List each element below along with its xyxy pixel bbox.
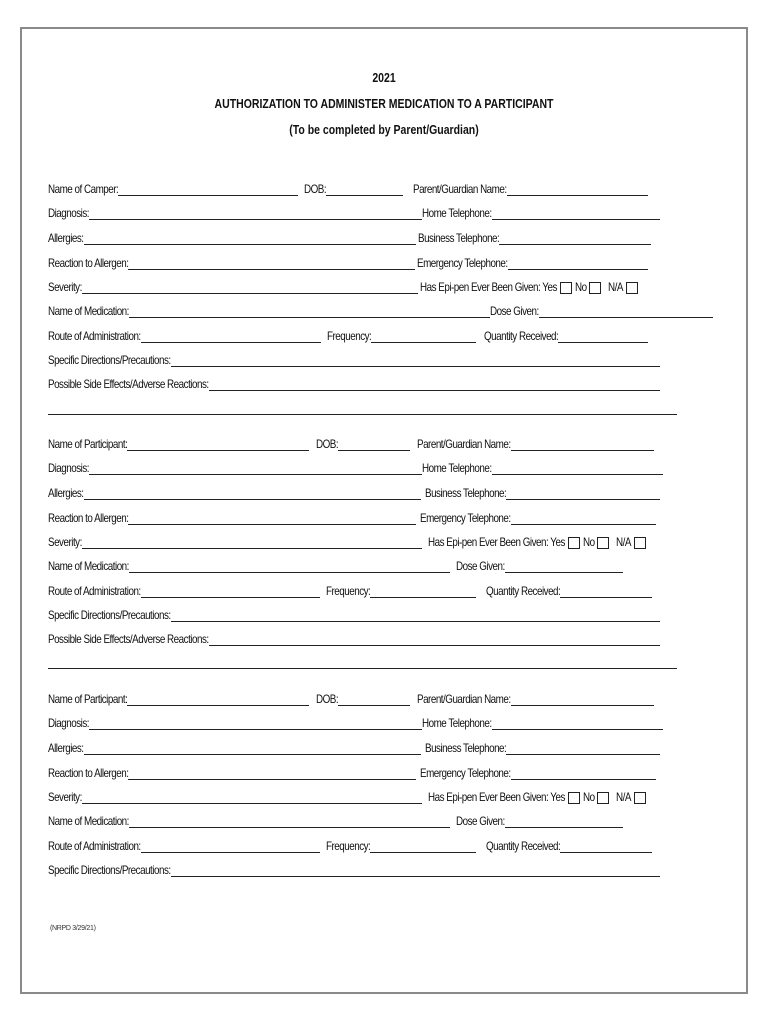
form-row [48,329,648,343]
dose-label: Dose Given: [489,304,539,318]
diagnosis-label: Diagnosis: [48,206,90,220]
epipen-no-checkbox[interactable] [597,537,609,549]
epipen-yes-checkbox[interactable] [560,282,572,294]
emergency-phone-label: Emergency Telephone: [417,256,509,270]
form-row [48,608,660,622]
frequency-label: Frequency: [326,329,371,343]
route-label: Route of Administration: [48,584,141,598]
medication-label: Name of Medication: [48,559,129,573]
form-row [48,766,656,780]
form-row [48,280,641,294]
no-label: No [582,790,595,804]
medication-field[interactable] [129,817,450,828]
parent-name-label: Parent/Guardian Name: [417,692,512,706]
form-row [48,584,652,598]
frequency-field[interactable] [370,842,476,853]
emergency-phone-label: Emergency Telephone: [420,766,512,780]
dob-label: DOB: [304,182,327,196]
frequency-label: Frequency: [325,584,370,598]
allergies-label: Allergies: [48,231,84,245]
severity-field[interactable] [82,538,422,549]
form-row [48,839,652,853]
dose-field[interactable] [505,817,623,828]
diagnosis-field[interactable] [89,209,422,220]
quantity-label: Quantity Received: [486,839,561,853]
dose-label: Dose Given: [455,814,505,828]
form-subtitle: (To be completed by Parent/Guardian) [289,123,479,137]
dose-field[interactable] [505,562,623,573]
epipen-no-checkbox[interactable] [597,792,609,804]
directions-label: Specific Directions/Precautions: [48,353,171,367]
form-row [48,256,648,270]
participant-name-field[interactable] [127,440,309,451]
epipen-label: Has Epi-pen Ever Been Given: Yes [427,790,565,804]
allergies-label: Allergies: [48,741,84,755]
directions-field[interactable] [171,611,660,622]
form-row [48,304,713,318]
form-header [22,65,746,143]
diagnosis-field[interactable] [89,719,422,730]
emergency-phone-label: Emergency Telephone: [420,511,512,525]
parent-name-field[interactable] [507,185,648,196]
side-effects-field[interactable] [209,380,660,391]
medication-label: Name of Medication: [48,814,129,828]
home-phone-label: Home Telephone: [422,716,492,730]
form-row [48,535,649,549]
parent-name-field[interactable] [511,695,654,706]
epipen-na-checkbox[interactable] [634,792,646,804]
epipen-label: Has Epi-pen Ever Been Given: Yes [427,535,565,549]
quantity-field[interactable] [560,587,652,598]
form-row [48,863,660,877]
na-label: N/A [616,790,632,804]
home-phone-field[interactable] [492,464,663,475]
dose-field[interactable] [539,307,713,318]
medication-field[interactable] [129,307,490,318]
route-label: Route of Administration: [48,329,141,343]
home-phone-label: Home Telephone: [422,206,492,220]
camper-name-field[interactable] [118,185,298,196]
reaction-field[interactable] [128,259,415,270]
home-phone-field[interactable] [492,209,660,220]
name-of-participant-label: Name of Participant: [48,692,128,706]
quantity-label: Quantity Received: [486,584,561,598]
parent-name-label: Parent/Guardian Name: [413,182,507,196]
allergies-field[interactable] [84,234,416,245]
frequency-label: Frequency: [325,839,370,853]
epipen-yes-checkbox[interactable] [568,537,580,549]
frequency-field[interactable] [370,587,476,598]
form-row [48,206,660,220]
form-year: 2021 [372,71,396,85]
allergies-field[interactable] [84,489,421,500]
epipen-na-checkbox[interactable] [626,282,638,294]
form-row [48,716,663,730]
severity-label: Severity: [48,535,82,549]
route-field[interactable] [141,332,321,343]
side-effects-label: Possible Side Effects/Adverse Reactions: [48,632,209,646]
na-label: N/A [608,280,624,294]
frequency-field[interactable] [371,332,476,343]
dose-label: Dose Given: [455,559,505,573]
allergies-field[interactable] [84,744,421,755]
reaction-field[interactable] [128,769,416,780]
route-field[interactable] [141,587,320,598]
business-phone-label: Business Telephone: [424,741,506,755]
emergency-phone-field[interactable] [511,769,656,780]
reaction-label: Reaction to Allergen: [48,766,129,780]
route-label: Route of Administration: [48,839,141,853]
form-row [48,814,623,828]
severity-label: Severity: [48,280,82,294]
epipen-no-checkbox[interactable] [589,282,601,294]
form-row [48,231,651,245]
parent-name-label: Parent/Guardian Name: [417,437,512,451]
side-effects-continuation-line[interactable] [48,414,677,415]
severity-label: Severity: [48,790,82,804]
allergies-label: Allergies: [48,486,84,500]
reaction-field[interactable] [128,514,416,525]
dob-field[interactable] [326,185,403,196]
directions-label: Specific Directions/Precautions: [48,863,171,877]
form-row [48,511,656,525]
route-field[interactable] [141,842,320,853]
form-row [48,182,648,196]
form-row [48,790,649,804]
medication-field[interactable] [129,562,450,573]
form-row [48,559,623,573]
epipen-label: Has Epi-pen Ever Been Given: Yes [419,280,557,294]
quantity-field[interactable] [560,842,652,853]
business-phone-field[interactable] [499,234,651,245]
directions-field[interactable] [171,866,660,877]
home-phone-label: Home Telephone: [422,461,492,475]
medication-label: Name of Medication: [48,304,129,318]
emergency-phone-field[interactable] [511,514,656,525]
dob-label: DOB: [316,437,339,451]
parent-name-field[interactable] [511,440,654,451]
severity-field[interactable] [82,283,418,294]
form-row [48,437,654,451]
business-phone-label: Business Telephone: [417,231,499,245]
business-phone-field[interactable] [506,489,660,500]
side-effects-field[interactable] [209,635,660,646]
quantity-field[interactable] [558,332,648,343]
form-title: AUTHORIZATION TO ADMINISTER MEDICATION TO A PARTICIPANT [214,97,554,111]
dob-field[interactable] [338,695,410,706]
directions-field[interactable] [171,356,660,367]
side-effects-continuation-line[interactable] [48,668,677,669]
no-label: No [574,280,587,294]
form-row [48,741,660,755]
participant-name-field[interactable] [127,695,309,706]
epipen-na-checkbox[interactable] [634,537,646,549]
form-row [48,486,660,500]
reaction-label: Reaction to Allergen: [48,511,129,525]
na-label: N/A [616,535,632,549]
name-of-participant-label: Name of Participant: [48,437,128,451]
form-footer-code: (NRPD 3/29/21) [50,925,96,932]
epipen-yes-checkbox[interactable] [568,792,580,804]
form-row [48,377,660,391]
form-row [48,461,663,475]
diagnosis-label: Diagnosis: [48,716,90,730]
diagnosis-label: Diagnosis: [48,461,90,475]
emergency-phone-field[interactable] [508,259,648,270]
dob-field[interactable] [338,440,410,451]
form-row [48,692,654,706]
dob-label: DOB: [316,692,339,706]
business-phone-field[interactable] [506,744,660,755]
home-phone-field[interactable] [492,719,663,730]
reaction-label: Reaction to Allergen: [48,256,129,270]
no-label: No [582,535,595,549]
form-row [48,353,660,367]
severity-field[interactable] [82,793,422,804]
side-effects-label: Possible Side Effects/Adverse Reactions: [48,377,209,391]
name-of-camper-label: Name of Camper: [48,182,119,196]
form-row [48,632,660,646]
diagnosis-field[interactable] [89,464,422,475]
business-phone-label: Business Telephone: [424,486,506,500]
quantity-label: Quantity Received: [484,329,559,343]
directions-label: Specific Directions/Precautions: [48,608,171,622]
